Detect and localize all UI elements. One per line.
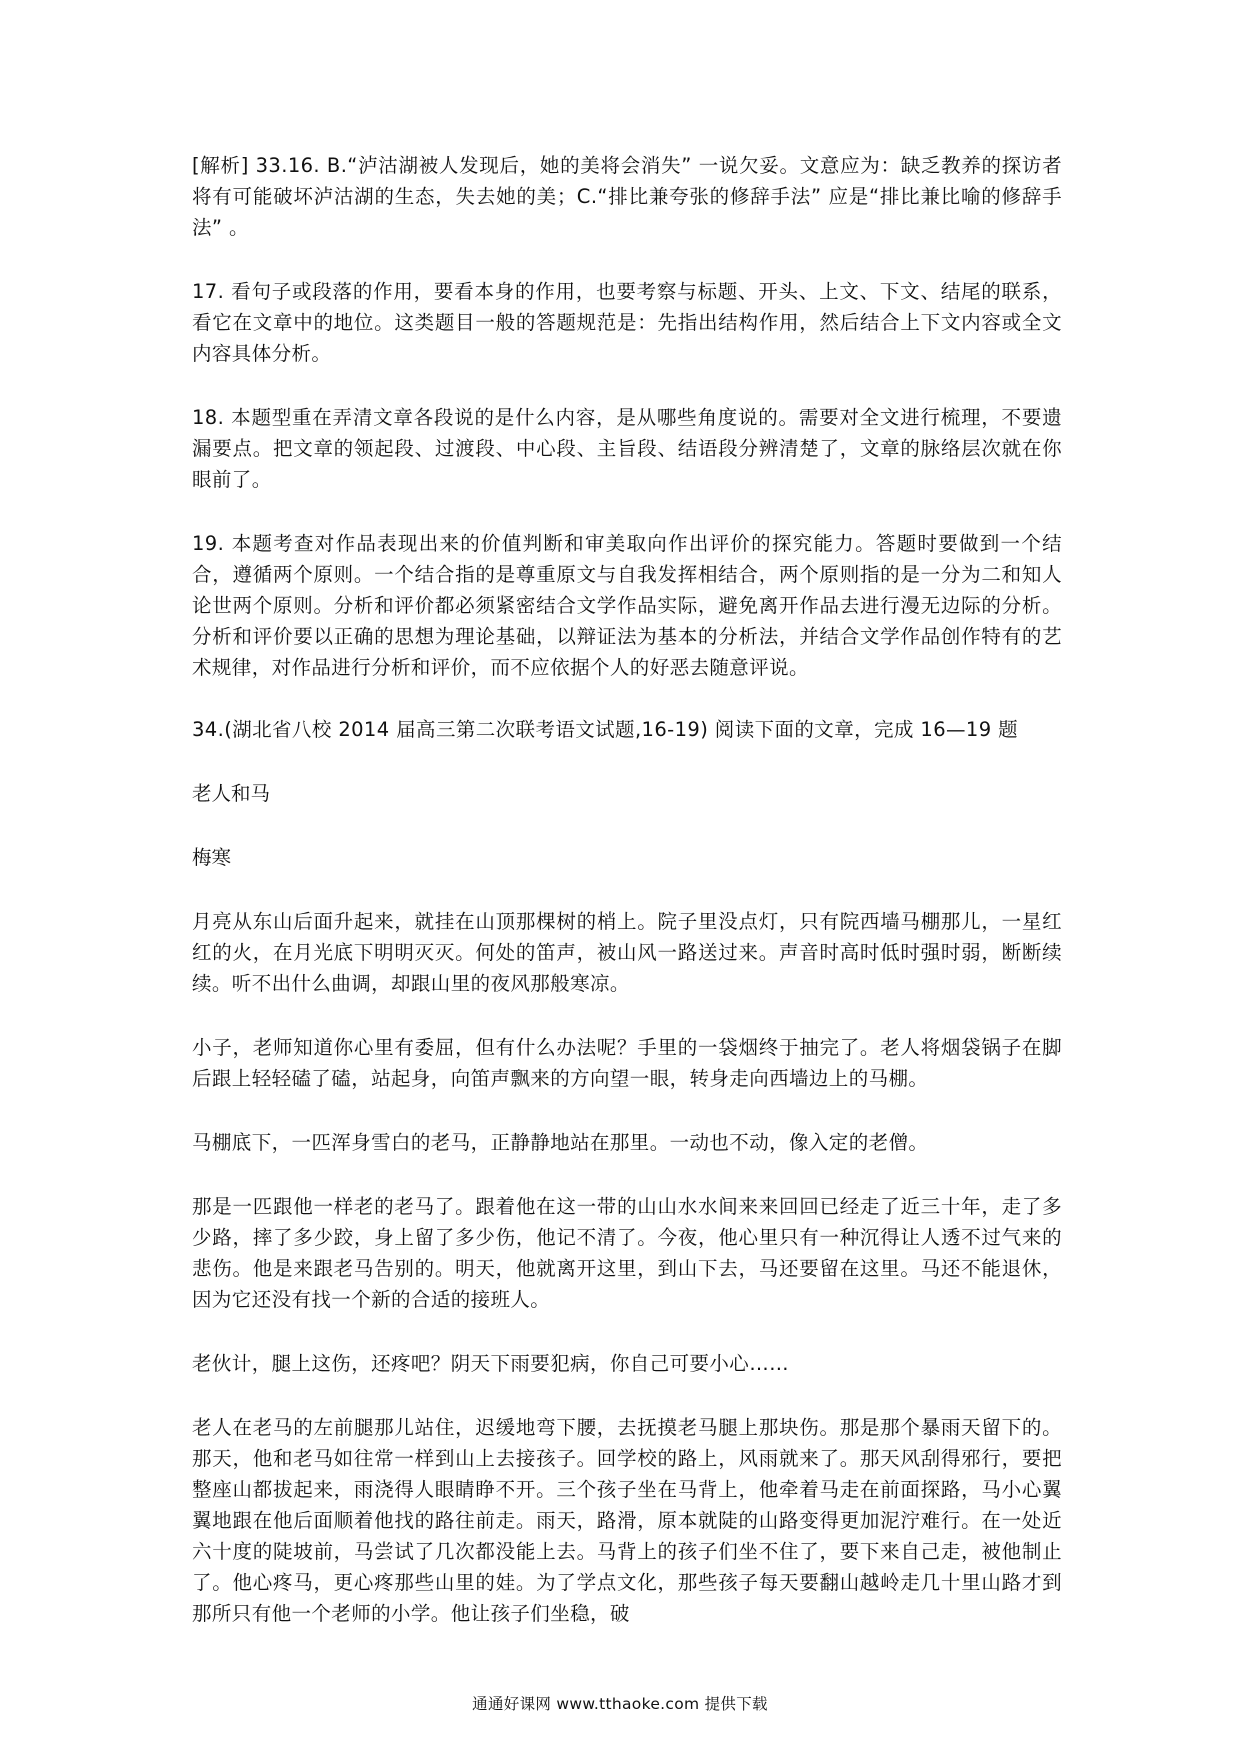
page-footer: 通通好课网 www.tthaoke.com 提供下载 — [472, 1695, 768, 1713]
question-34-heading: 34.(湖北省八校 2014 届高三第二次联考语文试题,16-19) 阅读下面的文章，完成 16—19 题 — [192, 718, 1019, 741]
document-page — [192, 150, 1062, 1662]
story-paragraph: 老人在老马的左前腿那儿站住，迟缓地弯下腰，去抚摸老马腿上那块伤。那是那个暴雨天留下的。那天，他和老马如往常一样到山上去接孩子。回学校的路上，风雨就来了。那天风刮得邪行，要把整座山都拔起来，雨浇得人眼睛睁不开。三个孩子坐在马背上，他牵着马走在前面探路，马小心翼翼地跟在他后面顺着他找的路往前走。雨天，路滑，原本就陡的山路变得更加泥泞难行。在一处近六十度的陡坡前，马尝试了几次都没能上去。马背上的孩子们坐不住了，要下来自己走，被他制止了。他心疼马，更心疼那些山里的娃。为了学点文化，那些孩子每天要翻山越岭走几十里山路才到那所只有他一个老师的小学。他让孩子们坐稳，破 — [192, 1416, 1062, 1625]
story-paragraph: 小子，老师知道你心里有委屈，但有什么办法呢？手里的一袋烟终于抽完了。老人将烟袋锅子在脚后跟上轻轻磕了磕，站起身，向笛声飘来的方向望一眼，转身走向西墙边上的马棚。 — [192, 1036, 1062, 1090]
analysis-paragraph-33: [解析] 33.16. B.“泸沽湖被人发现后，她的美将会消失” 一说欠妥。文意应为：缺乏教养的探访者将有可能破坏泸沽湖的生态，失去她的美；C.“排比兼夸张的修辞手法” 应是“排比兼比喻的修辞手法” 。 — [192, 154, 1062, 239]
article-title: 老人和马 — [192, 782, 271, 805]
answer-paragraph-18: 18. 本题型重在弄清文章各段说的是什么内容，是从哪些角度说的。需要对全文进行梳理，不要遗漏要点。把文章的领起段、过渡段、中心段、主旨段、结语段分辨清楚了，文章的脉络层次就在你眼前了。 — [192, 406, 1062, 491]
article-author: 梅寒 — [192, 846, 232, 869]
story-paragraph: 老伙计，腿上这伤，还疼吧？阴天下雨要犯病，你自己可要小心…… — [192, 1352, 790, 1375]
story-paragraph: 马棚底下，一匹浑身雪白的老马，正静静地站在那里。一动也不动，像入定的老僧。 — [192, 1131, 929, 1154]
story-paragraph: 月亮从东山后面升起来，就挂在山顶那棵树的梢上。院子里没点灯，只有院西墙马棚那儿，一星红红的火，在月光底下明明灭灭。何处的笛声，被山风一路送过来。声音时高时低时强时弱，断断续续。听不出什么曲调，却跟山里的夜风那般寒凉。 — [192, 910, 1062, 995]
answer-paragraph-19: 19. 本题考查对作品表现出来的价值判断和审美取向作出评价的探究能力。答题时要做到一个结合，遵循两个原则。一个结合指的是尊重原文与自我发挥相结合，两个原则指的是一分为二和知人论世两个原则。分析和评价都必须紧密结合文学作品实际，避免离开作品去进行漫无边际的分析。分析和评价要以正确的思想为理论基础，以辩证法为基本的分析法，并结合文学作品创作特有的艺术规律，对作品进行分析和评价，而不应依据个人的好恶去随意评说。 — [192, 532, 1062, 679]
story-paragraph: 那是一匹跟他一样老的老马了。跟着他在这一带的山山水水间来来回回已经走了近三十年，走了多少路，摔了多少跤，身上留了多少伤，他记不清了。今夜，他心里只有一种沉得让人透不过气来的悲伤。他是来跟老马告别的。明天，他就离开这里，到山下去，马还要留在这里。马还不能退休，因为它还没有找一个新的合适的接班人。 — [192, 1195, 1062, 1311]
answer-paragraph-17: 17. 看句子或段落的作用，要看本身的作用，也要考察与标题、开头、上文、下文、结尾的联系，看它在文章中的地位。这类题目一般的答题规范是：先指出结构作用，然后结合上下文内容或全文内容具体分析。 — [192, 280, 1062, 365]
